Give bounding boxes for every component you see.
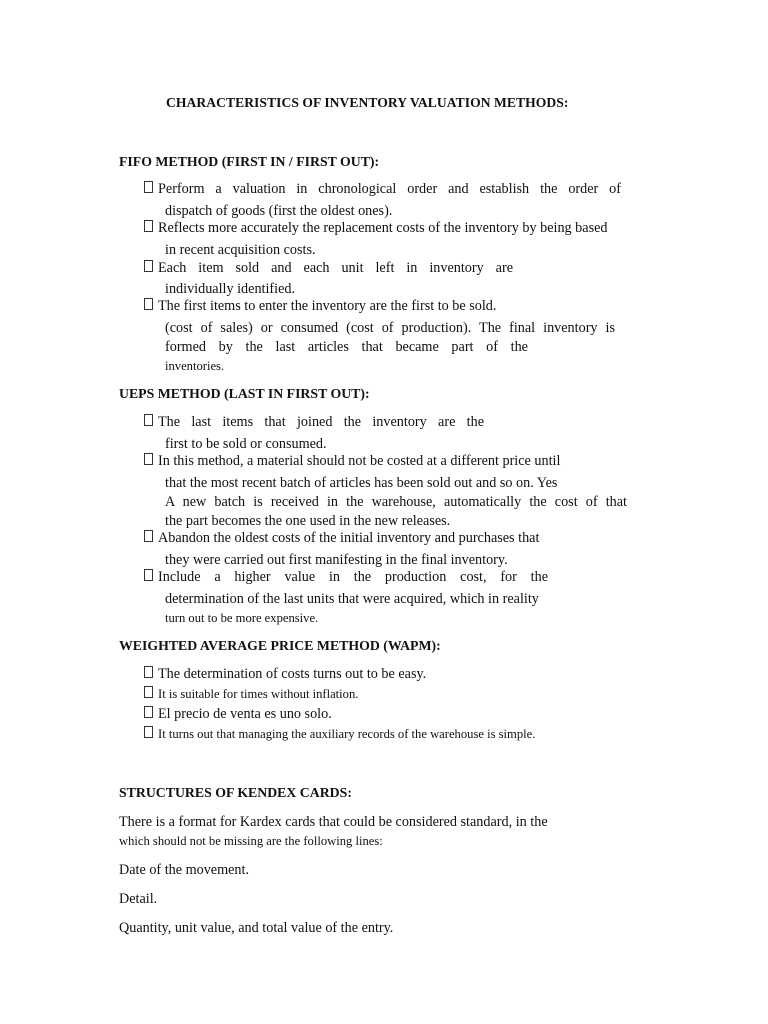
ueps-item-3-line-1: Abandon the oldest costs of the initial inventory and purchases that bbox=[158, 530, 540, 546]
kardex-line-quantity: Quantity, unit value, and total value of the entry. bbox=[119, 920, 394, 936]
fifo-item-2-line-1: Reflects more accurately the replacement costs of the inventory by being based bbox=[158, 220, 608, 236]
bullet-icon bbox=[144, 726, 153, 738]
wapm-item-2 bbox=[144, 686, 358, 702]
wapm-item-4 bbox=[144, 726, 535, 742]
wapm-heading: WEIGHTED AVERAGE PRICE METHOD (WAPM): bbox=[119, 638, 441, 653]
kardex-heading: STRUCTURES OF KENDEX CARDS: bbox=[119, 785, 352, 800]
kardex-line-date: Date of the movement. bbox=[119, 862, 250, 878]
fifo-item-1-line-1: Perform a valuation in chronological order and establish the order of bbox=[158, 181, 621, 197]
ueps-item-2-line-2: that the most recent batch of articles has been sold out and so on. Yes bbox=[165, 475, 558, 491]
fifo-item-2 bbox=[144, 220, 650, 236]
fifo-item-4-line-2: (cost of sales) or consumed (cost of production). The final inventory is bbox=[165, 320, 615, 336]
fifo-item-4-line-4: inventories. bbox=[165, 359, 225, 373]
bullet-icon bbox=[144, 414, 153, 426]
bullet-icon bbox=[144, 706, 153, 718]
ueps-item-3-line-2: they were carried out first manifesting in the final inventory. bbox=[165, 552, 508, 568]
ueps-item-4-line-2: determination of the last units that were acquired, which in reality bbox=[165, 591, 539, 607]
bullet-icon bbox=[144, 260, 153, 272]
ueps-item-4-line-3: turn out to be more expensive. bbox=[165, 611, 319, 625]
wapm-item-2-text: It is suitable for times without inflation. bbox=[158, 687, 359, 701]
ueps-item-4 bbox=[144, 569, 548, 585]
bullet-icon bbox=[144, 686, 153, 698]
bullet-icon bbox=[144, 666, 153, 678]
fifo-item-1-line-2: dispatch of goods (first the oldest ones). bbox=[165, 203, 393, 219]
wapm-item-1 bbox=[144, 666, 426, 682]
ueps-item-3 bbox=[144, 530, 539, 546]
bullet-icon bbox=[144, 569, 153, 581]
ueps-heading: UEPS METHOD (LAST IN FIRST OUT): bbox=[119, 386, 370, 401]
ueps-item-1-line-2: first to be sold or consumed. bbox=[165, 436, 327, 452]
fifo-item-3-line-2: individually identified. bbox=[165, 281, 296, 297]
fifo-item-3-line-1: Each item sold and each unit left in inventory are bbox=[158, 260, 513, 276]
kardex-intro-line-1: There is a format for Kardex cards that could be considered standard, in the bbox=[119, 814, 548, 830]
fifo-item-4 bbox=[144, 298, 496, 314]
ueps-item-2-line-4: the part becomes the one used in the new releases. bbox=[165, 513, 451, 529]
bullet-icon bbox=[144, 298, 153, 310]
wapm-item-3 bbox=[144, 706, 332, 722]
fifo-item-2-line-2: in recent acquisition costs. bbox=[165, 242, 316, 258]
kardex-intro-line-2: which should not be missing are the following lines: bbox=[119, 834, 383, 848]
kardex-line-detail: Detail. bbox=[119, 891, 158, 907]
document-title: CHARACTERISTICS OF INVENTORY VALUATION METHODS: bbox=[166, 95, 569, 110]
fifo-item-1 bbox=[144, 181, 621, 197]
bullet-icon bbox=[144, 220, 153, 232]
wapm-item-4-text: It turns out that managing the auxiliary records of the warehouse is simple. bbox=[158, 727, 536, 741]
fifo-item-4-line-1: The first items to enter the inventory are the first to be sold. bbox=[158, 298, 497, 314]
ueps-item-2-line-1: In this method, a material should not be costed at a different price until bbox=[158, 453, 561, 469]
wapm-item-3-text: El precio de venta es uno solo. bbox=[158, 706, 332, 722]
fifo-item-4-line-3: formed by the last articles that became part of the bbox=[165, 339, 528, 355]
ueps-item-1 bbox=[144, 414, 484, 430]
fifo-item-3 bbox=[144, 260, 513, 276]
ueps-item-4-line-1: Include a higher value in the production cost, for the bbox=[158, 569, 548, 585]
fifo-heading: FIFO METHOD (FIRST IN / FIRST OUT): bbox=[119, 154, 380, 169]
bullet-icon bbox=[144, 530, 153, 542]
bullet-icon bbox=[144, 453, 153, 465]
bullet-icon bbox=[144, 181, 153, 193]
ueps-item-1-line-1: The last items that joined the inventory are the bbox=[158, 414, 484, 430]
ueps-item-2-line-3: A new batch is received in the warehouse, automatically the cost of that bbox=[165, 494, 627, 510]
wapm-item-1-text: The determination of costs turns out to be easy. bbox=[158, 666, 427, 682]
ueps-item-2 bbox=[144, 453, 560, 469]
